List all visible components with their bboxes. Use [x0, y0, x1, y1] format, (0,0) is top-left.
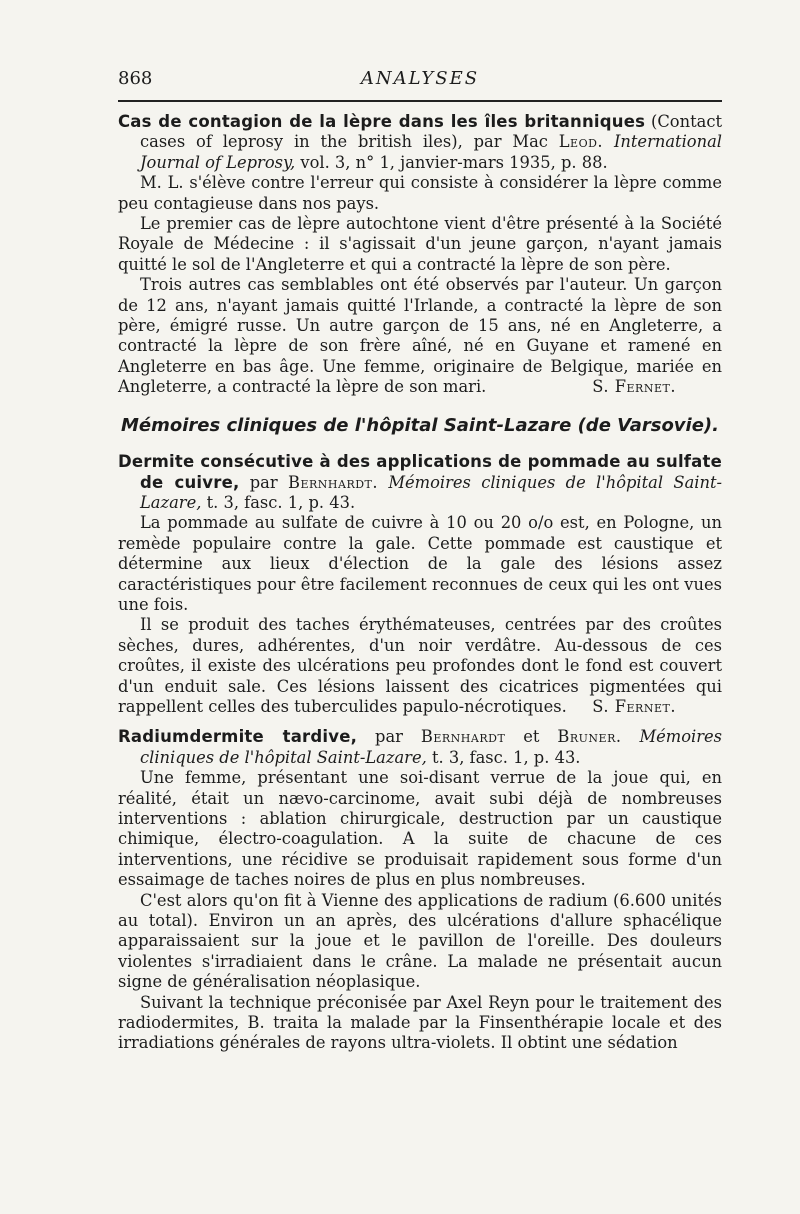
article-3-journal: Mémoires cliniques de l'hôpital Saint-Lazare,: [140, 727, 723, 767]
article-3-title: Radiumdermite tardive,: [118, 727, 358, 747]
article-1-paragraph-last: [118, 275, 722, 397]
page-number: 868: [118, 68, 153, 89]
article-1-title: Cas de contagion de la lèpre dans les îles britanniques: [118, 112, 646, 131]
article-2-paragraph: La pommade au sulfate de cuivre à 10 ou 20 o/o est, en Pologne, un remède populaire contre la gale. Cette pommade est caustique et détermine aux lieux d'élection de la gale des lésions assez caractéristiques pour être facilement reconnues de ceux qui les ont vues une fois.: [118, 513, 722, 614]
header-rule: [118, 100, 722, 102]
article-3-paragraph: Une femme, présentant une soi-disant verrue de la joue qui, en réalité, était un nævo-carcinome, avait subi déjà de nombreuses interventions : ablation chirurgicale, destruction par un caustique chimique, électro-coagulation. A la suite de chacune de ces interventions, une récidive se produisait rapidement sous forme d'un essaimage de taches noires de plus en plus nombreuses.: [118, 768, 722, 890]
article-1-signature: S. Fernet.: [592, 377, 676, 397]
page-header: [118, 68, 722, 94]
article-1-paragraph: M. L. s'élève contre l'erreur qui consiste à considérer la lèpre comme peu contagieuse dans nos pays.: [118, 173, 722, 213]
article-3-author-2: Bruner.: [557, 727, 622, 747]
article-3-ref-a: par: [357, 727, 421, 747]
article-1-paragraph: Le premier cas de lèpre autochtone vient d'être présenté à la Société Royale de Médecine : il s'agissait d'un jeune garçon, n'ayant jamais quitté le sol de l'Angleterre et qui a contracté la lèpre de son père.: [118, 214, 722, 274]
article-2-paragraph-last: [118, 615, 722, 717]
article-2-last-text: Il se produit des taches érythémateuses, centrées par des croûtes sèches, dures, adhérentes, d'un noir verdâtre. Au-dessous de ces croûtes, il existe des ulcérations peu profondes dont le fond est couvert d'un enduit sale. Ces lésions laissent des cicatrices pigmentées qui rappellent celles des tuberculides papulo-nécrotiques.: [118, 615, 722, 716]
article-2-journal: Mémoires cliniques de l'hôpital Saint-Lazare,: [140, 472, 723, 512]
article-1-ref-a: (Contact cases of leprosy in the british iles), par Mac: [140, 112, 723, 152]
article-1-ref-b: vol. 3, n° 1, janvier-mars 1935, p. 88.: [295, 152, 608, 172]
article-3-heading: [118, 727, 722, 768]
article-2-author: Bernhardt.: [288, 472, 379, 492]
article-3-and: et: [505, 727, 558, 747]
article-2-ref-b: t. 3, fasc. 1, p. 43.: [201, 492, 356, 512]
article-1-journal: International Journal of Leprosy,: [140, 132, 722, 172]
article-2-signature: S. Fernet.: [592, 696, 676, 716]
article-2-title: Dermite consécutive à des applications de pommade au sulfate de cuivre,: [118, 452, 722, 492]
spacer: [118, 717, 722, 727]
article-2-heading: [118, 452, 722, 513]
article-2-ref-a: par: [239, 472, 288, 492]
section-heading: Mémoires cliniques de l'hôpital Saint-Lazare (de Varsovie).: [121, 414, 719, 436]
article-3-paragraph: C'est alors qu'on fit à Vienne des applications de radium (6.600 unités au total). Environ un an après, des ulcérations d'allure sphacélique apparaissaient sur la joue et le pavillon de l'oreille. Des douleurs violentes s'irradiaient dans le crâne. La malade ne présentait aucun signe de généralisation néoplasique.: [118, 890, 722, 992]
article-3-paragraph: Suivant la technique préconisée par Axel Reyn pour le traitement des radiodermites, B. traita la malade par la Finsenthérapie locale et des irradiations générales de rayons ultra-violets. Il obtint une sédation: [118, 992, 722, 1053]
article-3-ref-b: t. 3, fasc. 1, p. 43.: [426, 747, 581, 767]
article-1-author: Leod.: [558, 132, 604, 152]
running-title: ANALYSES: [360, 68, 480, 89]
article-1-heading: [118, 112, 722, 173]
page-content: [118, 112, 722, 1054]
article-1-last-text: Trois autres cas semblables ont été observés par l'auteur. Un garçon de 12 ans, n'ayant jamais quitté l'Irlande, a contracté la lèpre de son père, émigré russe. Un autre garçon de 15 ans, né en Angleterre, a contracté la lèpre de son frère aîné, né en Guyane et ramené en Angleterre en bas âge. Une femme, originaire de Belgique, mariée en Angleterre, a contracté la lèpre de son mari.: [118, 275, 722, 397]
article-3-author-1: Bernhardt: [420, 727, 506, 747]
